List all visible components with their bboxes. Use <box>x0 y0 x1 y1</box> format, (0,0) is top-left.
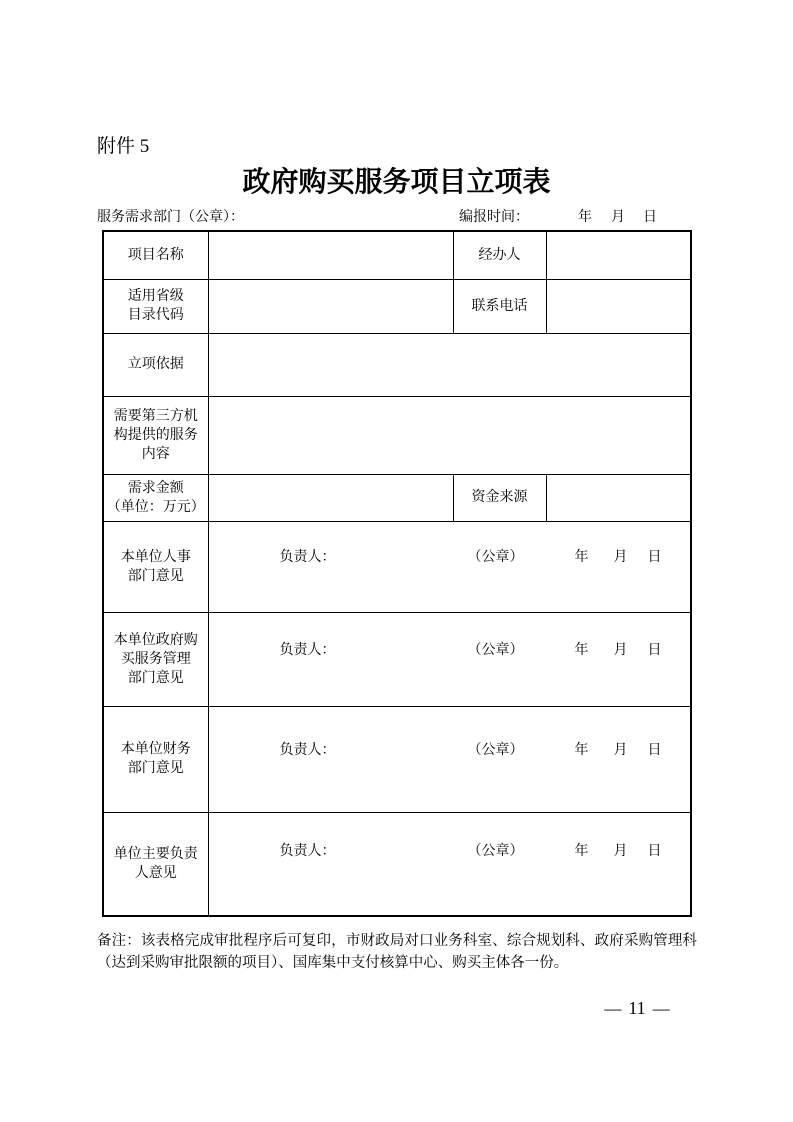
row-unit-head-opinion <box>103 812 691 916</box>
field-label-handler: 经办人 <box>453 231 546 279</box>
signature-line <box>210 548 690 568</box>
day-label: 日 <box>647 843 662 859</box>
row-catalog-code <box>103 279 691 333</box>
page-number <box>592 998 682 1019</box>
attachment-label: 附件 5 <box>97 136 150 157</box>
row-amount <box>103 474 691 521</box>
input-cell-project-name <box>208 231 453 279</box>
meta-row <box>97 206 691 226</box>
signature-line <box>210 842 690 862</box>
field-label-third-party-service: 需要第三方机 构提供的服务 内容 <box>103 396 208 474</box>
input-cell-catalog-code <box>208 279 453 333</box>
year-label: 年 <box>574 550 589 565</box>
field-label-amount: 需求金额 （单位：万元） <box>103 474 208 521</box>
signature-line <box>210 741 690 761</box>
row-personnel-dept-opinion <box>103 521 691 612</box>
person-in-charge-label: 负责人： <box>279 843 336 859</box>
official-seal-label: （公章） <box>467 742 524 758</box>
page-number-dash-right: — <box>652 999 670 1018</box>
field-label-unit-head-opinion: 单位主要负责 人意见 <box>103 812 208 916</box>
input-cell-project-basis <box>208 333 691 396</box>
year-label: 年 <box>574 642 589 658</box>
person-in-charge-label: 负责人： <box>279 742 336 758</box>
year-label: 年 <box>574 742 589 758</box>
field-label-project-basis: 立项依据 <box>103 333 208 396</box>
month-label: 月 <box>613 843 628 859</box>
page-number-dash-left: — <box>604 999 622 1018</box>
field-label-personnel-dept-opinion: 本单位人事 部门意见 <box>103 521 208 612</box>
input-cell-handler <box>546 231 691 279</box>
service-department-seal-label: 服务需求部门（公章）： <box>97 210 244 225</box>
row-third-party-service <box>103 396 691 474</box>
page-title: 政府购买服务项目立项表 <box>242 167 551 198</box>
row-project-name <box>103 231 691 279</box>
page-number-value: 11 <box>628 998 646 1018</box>
field-label-gov-purchase-mgmt-opinion: 本单位政府购 买服务管理 部门意见 <box>103 612 208 706</box>
field-label-finance-dept-opinion: 本单位财务 部门意见 <box>103 706 208 812</box>
signature-cell-gov-purchase-mgmt <box>208 612 691 706</box>
row-finance-dept-opinion <box>103 706 691 812</box>
month-label: 月 <box>613 742 628 758</box>
year-label: 年 <box>578 210 592 225</box>
input-cell-fund-source <box>546 474 691 521</box>
day-label: 日 <box>647 550 662 565</box>
month-label: 月 <box>611 210 625 225</box>
row-gov-purchase-mgmt-opinion <box>103 612 691 706</box>
day-label: 日 <box>647 742 662 758</box>
input-cell-phone <box>546 279 691 333</box>
person-in-charge-label: 负责人： <box>279 550 336 565</box>
year-label: 年 <box>574 843 589 859</box>
official-seal-label: （公章） <box>467 550 524 565</box>
official-seal-label: （公章） <box>467 843 524 859</box>
input-cell-amount <box>208 474 453 521</box>
month-label: 月 <box>613 642 628 658</box>
remark-note: 备注：该表格完成审批程序后可复印，市财政局对口业务科室、综合规划科、政府采购管理科（达到采购审批限额的项目）、国库集中支付核算中心、购买主体各一份。 <box>97 933 697 971</box>
field-label-fund-source: 资金来源 <box>453 474 546 521</box>
project-form-table <box>102 230 692 917</box>
report-time-label: 编报时间： <box>459 210 529 225</box>
input-cell-third-party-service <box>208 396 691 474</box>
signature-cell-finance-dept <box>208 706 691 812</box>
signature-cell-unit-head <box>208 812 691 916</box>
official-seal-label: （公章） <box>467 642 524 658</box>
month-label: 月 <box>613 550 628 565</box>
field-label-phone: 联系电话 <box>453 279 546 333</box>
person-in-charge-label: 负责人： <box>279 642 336 658</box>
day-label: 日 <box>643 210 657 225</box>
day-label: 日 <box>647 642 662 658</box>
row-project-basis <box>103 333 691 396</box>
field-label-project-name: 项目名称 <box>103 231 208 279</box>
signature-line <box>210 641 690 661</box>
field-label-catalog-code: 适用省级 目录代码 <box>103 279 208 333</box>
signature-cell-personnel-dept <box>208 521 691 612</box>
